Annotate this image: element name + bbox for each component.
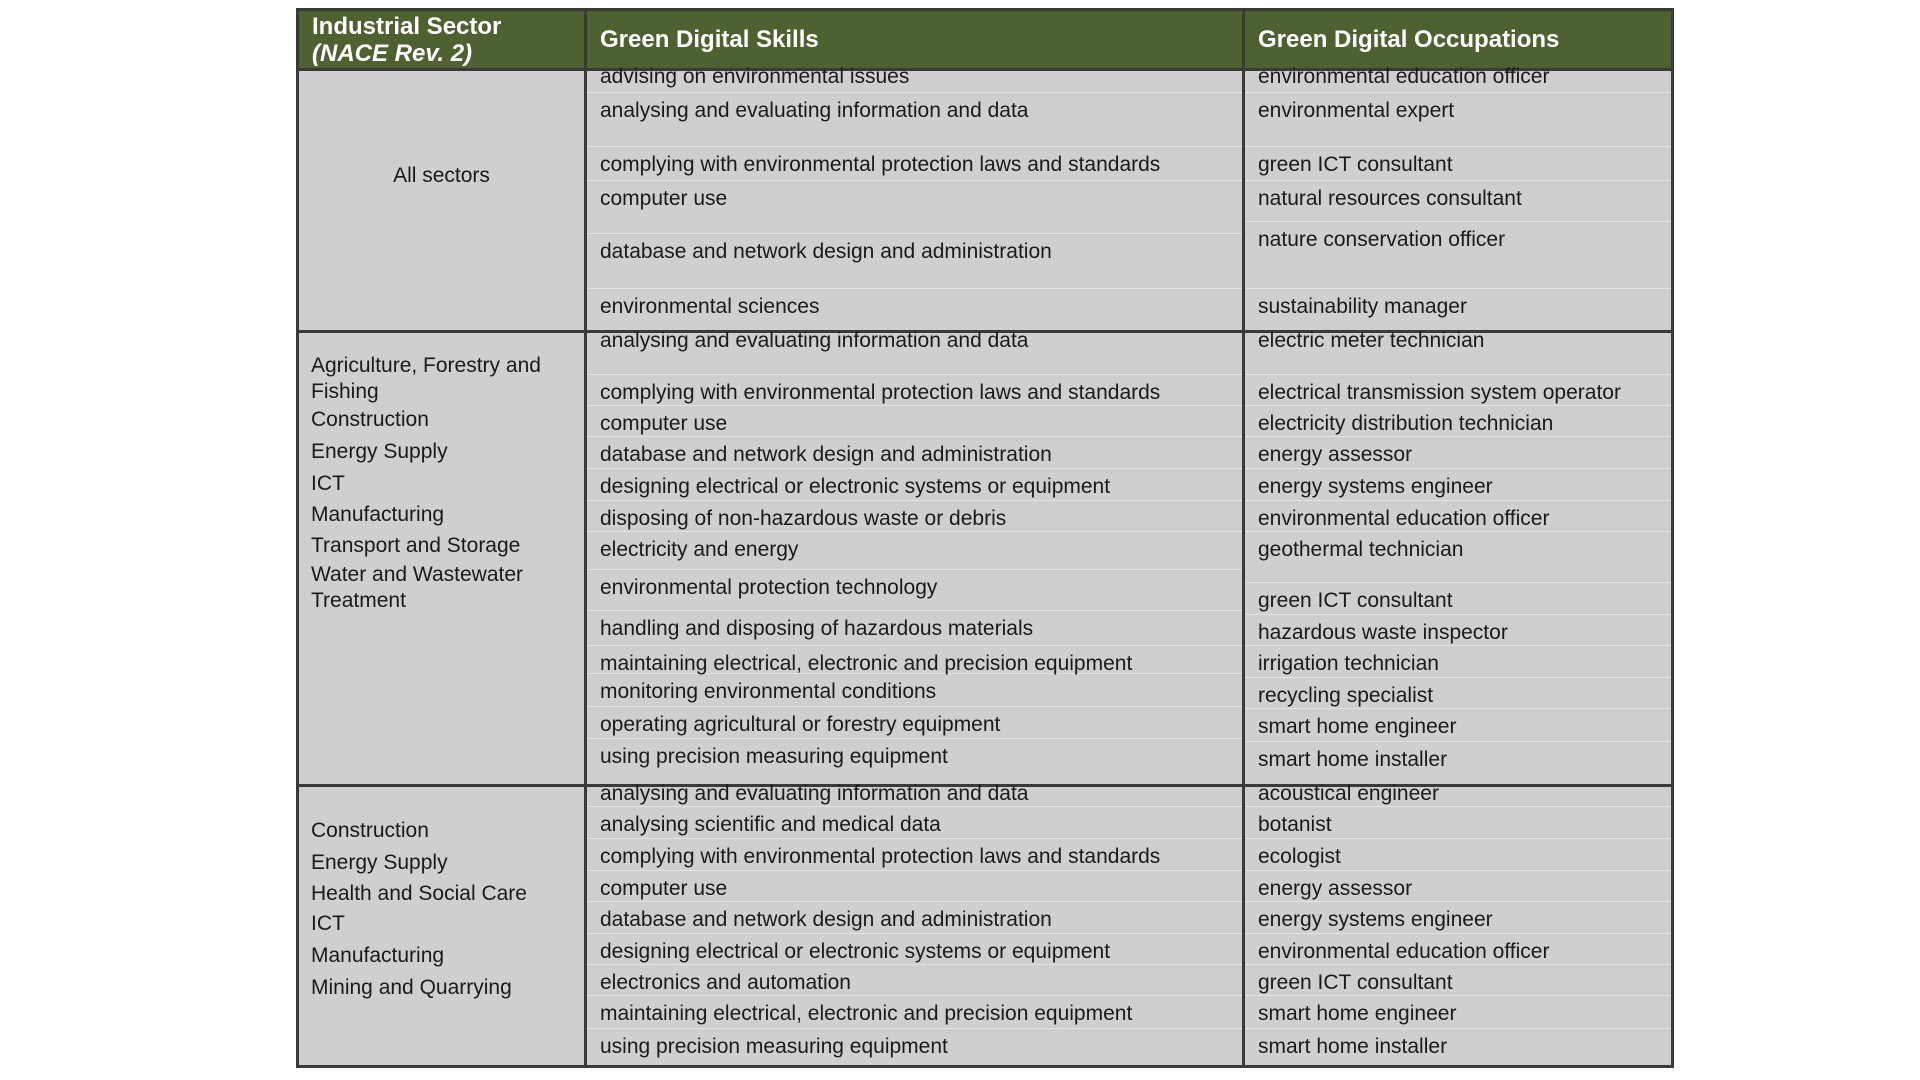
- row-separator: [587, 180, 1242, 181]
- row-separator: [587, 806, 1242, 807]
- skill-item: analysing and evaluating information and data: [600, 782, 1029, 805]
- skill-item: electricity and energy: [600, 538, 799, 561]
- occupation-item: energy assessor: [1258, 443, 1413, 466]
- row-separator: [1245, 677, 1671, 678]
- skill-item: complying with environmental protection laws and standards: [600, 153, 1161, 176]
- occupation-item: hazardous waste inspector: [1258, 621, 1508, 644]
- skill-item: designing electrical or electronic systems or equipment: [600, 940, 1111, 963]
- row-separator: [587, 645, 1242, 646]
- row-separator: [587, 468, 1242, 469]
- occupation-item: acoustical engineer: [1258, 782, 1439, 805]
- sector-label: All sectors: [393, 164, 490, 187]
- skill-item: computer use: [600, 877, 728, 900]
- row-separator: [1245, 500, 1671, 501]
- occupation-item: green ICT consultant: [1258, 971, 1453, 994]
- row-separator: [587, 1028, 1242, 1029]
- row-separator: [1245, 741, 1671, 742]
- row-separator: [1245, 374, 1671, 375]
- skill-item: analysing scientific and medical data: [600, 813, 941, 836]
- skill-item: using precision measuring equipment: [600, 1035, 948, 1058]
- header-sector-title: Industrial Sector: [312, 12, 502, 40]
- row-separator: [1245, 531, 1671, 532]
- row-separator: [1245, 180, 1671, 181]
- skill-item: complying with environmental protection laws and standards: [600, 381, 1161, 404]
- row-separator: [587, 146, 1242, 147]
- sector-label: Health and Social Care: [311, 882, 527, 905]
- sector-label: ICT: [311, 912, 345, 935]
- occupation-item: irrigation technician: [1258, 652, 1439, 675]
- skill-item: analysing and evaluating information and data: [600, 329, 1029, 352]
- row-separator: [587, 901, 1242, 902]
- row-separator: [587, 838, 1242, 839]
- occupation-item: environmental education officer: [1258, 507, 1550, 530]
- row-separator: [1245, 708, 1671, 709]
- skill-item: computer use: [600, 187, 728, 210]
- row-separator: [1245, 964, 1671, 965]
- skill-item: environmental protection technology: [600, 576, 938, 599]
- row-separator: [587, 500, 1242, 501]
- skill-item: operating agricultural or forestry equipment: [600, 713, 1001, 736]
- sector-label: Energy Supply: [311, 851, 448, 874]
- skill-item: complying with environmental protection laws and standards: [600, 845, 1161, 868]
- row-separator: [1245, 582, 1671, 583]
- row-separator: [587, 610, 1242, 611]
- row-separator: [1245, 645, 1671, 646]
- sector-label: Treatment: [311, 589, 406, 612]
- row-separator: [587, 233, 1242, 234]
- row-separator: [1245, 92, 1671, 93]
- header-sector-subtitle: (NACE Rev. 2): [312, 39, 473, 67]
- occupation-item: environmental expert: [1258, 99, 1455, 122]
- occupation-item: environmental education officer: [1258, 940, 1550, 963]
- header-occupations: Green Digital Occupations: [1258, 25, 1560, 53]
- sector-label: ICT: [311, 472, 345, 495]
- row-separator: [587, 374, 1242, 375]
- table-header: [299, 11, 1671, 71]
- row-separator: [587, 436, 1242, 437]
- skill-item: analysing and evaluating information and data: [600, 99, 1029, 122]
- occupation-item: nature conservation officer: [1258, 228, 1506, 251]
- row-separator: [587, 569, 1242, 570]
- skill-item: handling and disposing of hazardous materials: [600, 617, 1034, 640]
- skill-item: maintaining electrical, electronic and precision equipment: [600, 652, 1133, 675]
- occupation-item: ecologist: [1258, 845, 1341, 868]
- skill-item: database and network design and administration: [600, 443, 1052, 466]
- skill-item: disposing of non-hazardous waste or debris: [600, 507, 1007, 530]
- occupation-item: recycling specialist: [1258, 684, 1434, 707]
- row-separator: [587, 964, 1242, 965]
- sector-label: Manufacturing: [311, 944, 445, 967]
- sector-label: Manufacturing: [311, 503, 445, 526]
- row-separator: [1245, 405, 1671, 406]
- row-separator: [1245, 468, 1671, 469]
- row-separator: [1245, 146, 1671, 147]
- row-separator: [587, 405, 1242, 406]
- sector-label: Construction: [311, 408, 429, 431]
- row-separator: [1245, 288, 1671, 289]
- sector-label: Fishing: [311, 380, 379, 403]
- occupation-item: natural resources consultant: [1258, 187, 1522, 210]
- occupation-item: smart home installer: [1258, 1035, 1448, 1058]
- row-separator: [587, 933, 1242, 934]
- occupation-item: smart home engineer: [1258, 1002, 1457, 1025]
- row-separator: [1245, 901, 1671, 902]
- skill-item: designing electrical or electronic systems or equipment: [600, 475, 1111, 498]
- row-separator: [1245, 806, 1671, 807]
- row-separator: [587, 706, 1242, 707]
- skill-item: maintaining electrical, electronic and precision equipment: [600, 1002, 1133, 1025]
- sector-label: Mining and Quarrying: [311, 976, 512, 999]
- occupation-item: energy assessor: [1258, 877, 1413, 900]
- occupation-item: electric meter technician: [1258, 329, 1485, 352]
- column-divider-1: [584, 11, 587, 1065]
- row-separator: [1245, 933, 1671, 934]
- row-separator: [587, 995, 1242, 996]
- occupation-item: electrical transmission system operator: [1258, 381, 1621, 404]
- row-separator: [1245, 436, 1671, 437]
- occupation-item: energy systems engineer: [1258, 475, 1493, 498]
- occupation-item: geothermal technician: [1258, 538, 1464, 561]
- row-separator: [587, 92, 1242, 93]
- occupation-item: smart home installer: [1258, 748, 1448, 771]
- skills-occupations-table: [296, 8, 1674, 1068]
- skill-item: database and network design and administration: [600, 240, 1052, 263]
- sector-label: Water and Wastewater: [311, 563, 524, 586]
- occupation-item: green ICT consultant: [1258, 589, 1453, 612]
- row-separator: [1245, 870, 1671, 871]
- row-separator: [587, 288, 1242, 289]
- sector-label: Transport and Storage: [311, 534, 521, 557]
- column-divider-2: [1242, 11, 1245, 1065]
- row-separator: [587, 870, 1242, 871]
- skill-item: database and network design and administration: [600, 908, 1052, 931]
- row-separator: [1245, 614, 1671, 615]
- sector-label: Energy Supply: [311, 440, 448, 463]
- occupation-item: sustainability manager: [1258, 295, 1467, 318]
- sector-label: Agriculture, Forestry and: [311, 354, 541, 377]
- row-separator: [1245, 1028, 1671, 1029]
- row-separator: [587, 531, 1242, 532]
- row-separator: [587, 738, 1242, 739]
- row-separator: [1245, 221, 1671, 222]
- occupation-item: environmental education officer: [1258, 65, 1550, 88]
- skill-item: monitoring environmental conditions: [600, 680, 937, 703]
- occupation-item: electricity distribution technician: [1258, 412, 1554, 435]
- skill-item: using precision measuring equipment: [600, 745, 948, 768]
- occupation-item: botanist: [1258, 813, 1332, 836]
- row-separator: [1245, 838, 1671, 839]
- header-sector: [299, 11, 584, 68]
- skill-item: electronics and automation: [600, 971, 851, 994]
- skill-item: advising on environmental issues: [600, 65, 910, 88]
- header-skills: Green Digital Skills: [600, 25, 819, 53]
- skill-item: environmental sciences: [600, 295, 820, 318]
- row-separator: [1245, 995, 1671, 996]
- occupation-item: smart home engineer: [1258, 715, 1457, 738]
- skill-item: computer use: [600, 412, 728, 435]
- sector-label: Construction: [311, 819, 429, 842]
- occupation-item: green ICT consultant: [1258, 153, 1453, 176]
- occupation-item: energy systems engineer: [1258, 908, 1493, 931]
